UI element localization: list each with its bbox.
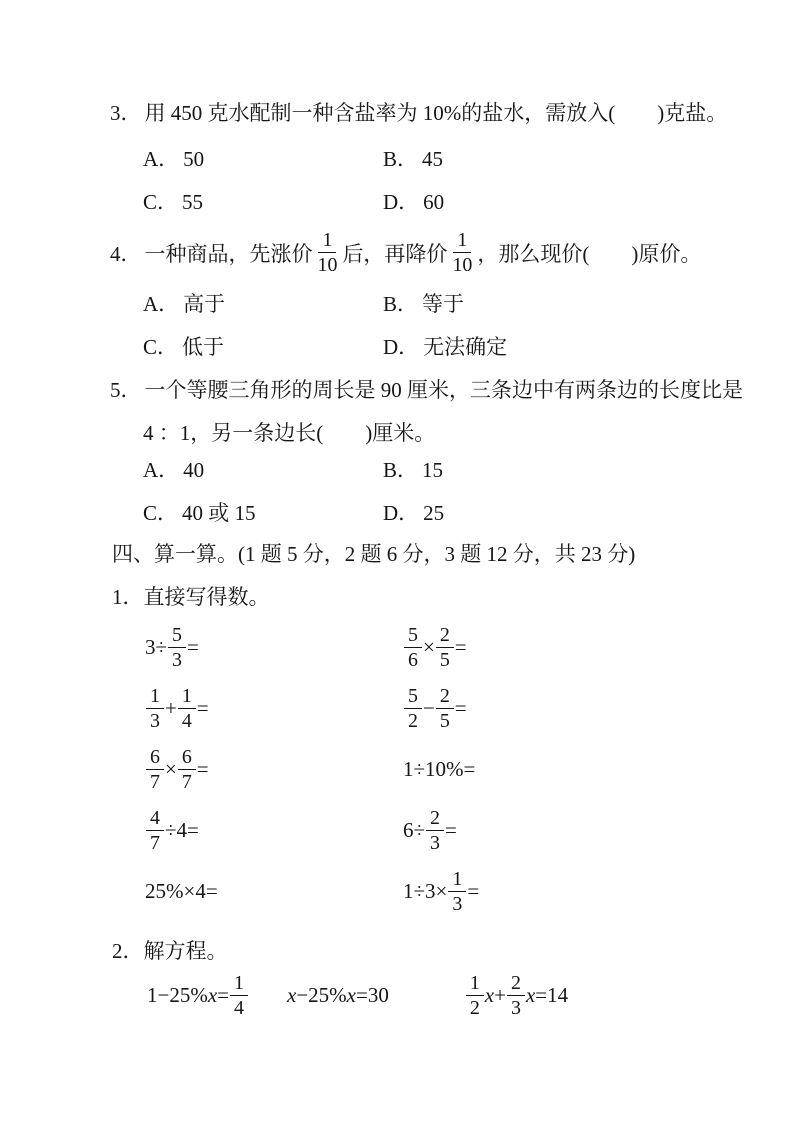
fraction-denominator: 2 <box>469 997 480 1020</box>
calc-expression-2-left <box>145 685 403 733</box>
question-4-options <box>143 281 507 367</box>
fraction <box>436 685 454 733</box>
math-text: = <box>454 635 467 659</box>
option-C <box>143 497 383 527</box>
part-1-label: 1．直接写得数。 <box>112 585 270 609</box>
math-text: × <box>164 757 177 781</box>
fraction-numerator: 1 <box>448 868 466 892</box>
fraction-numerator: 2 <box>436 685 454 709</box>
option-label: 25 <box>423 500 445 525</box>
fraction <box>178 746 196 794</box>
fraction-numerator: 2 <box>507 972 525 996</box>
math-text: 25%×4= <box>145 879 218 903</box>
math-text: 1÷10%= <box>403 757 476 781</box>
fraction <box>448 868 466 916</box>
direct-calculation-grid <box>145 617 479 922</box>
fraction <box>448 229 476 277</box>
math-text: =14 <box>535 983 569 1008</box>
fraction-numerator: 4 <box>146 807 164 831</box>
option-D <box>383 497 444 527</box>
math-text: ÷4= <box>164 818 199 842</box>
fraction-numerator: 1 <box>230 972 248 996</box>
option-letter: D． <box>383 500 420 525</box>
math-variable: x <box>525 983 536 1008</box>
part-2-label: 2．解方程。 <box>112 939 228 963</box>
option-label: 40 或 15 <box>182 500 256 525</box>
math-text: = <box>196 757 209 781</box>
fraction-numerator: 1 <box>178 685 196 709</box>
option-A <box>143 454 383 484</box>
fraction-numerator: 6 <box>146 746 164 770</box>
fraction-numerator: 1 <box>146 685 164 709</box>
option-letter: C． <box>143 334 179 359</box>
fraction <box>507 972 525 1020</box>
calc-expression-5-right <box>403 868 479 916</box>
fraction-numerator: 1 <box>453 229 471 253</box>
calc-expression-1-right <box>403 624 479 672</box>
fraction-denominator: 7 <box>181 771 192 793</box>
question-5-text-line-2 <box>143 417 435 447</box>
question-number: 4． <box>110 241 142 266</box>
math-text: 后，再降价 <box>342 241 448 266</box>
math-text: =30 <box>355 983 389 1008</box>
option-letter: C． <box>143 189 179 214</box>
fraction-numerator: 1 <box>466 972 484 996</box>
fraction <box>404 624 422 672</box>
option-A <box>143 143 383 173</box>
math-variable: x <box>286 983 297 1008</box>
math-text: = <box>467 879 480 903</box>
fraction <box>230 972 248 1020</box>
fraction-denominator: 4 <box>234 997 244 1020</box>
section-4-heading: 四、算一算。(1 题 5 分，2 题 6 分，3 题 12 分，共 23 分) <box>112 542 636 566</box>
fraction-numerator: 6 <box>178 746 196 770</box>
option-A <box>143 288 383 318</box>
fraction <box>146 685 164 733</box>
fraction <box>466 972 484 1020</box>
fraction-numerator: 5 <box>404 624 422 648</box>
math-text: 一种商品，先涨价 <box>144 241 313 266</box>
question-5-text-line-1 <box>110 374 743 404</box>
math-text: + <box>164 696 177 720</box>
math-text: + <box>494 983 506 1008</box>
fraction-denominator: 2 <box>408 710 418 732</box>
math-variable: x <box>207 983 218 1008</box>
fraction-numerator: 5 <box>168 624 186 648</box>
math-text: − <box>422 696 435 720</box>
question-3-text <box>110 97 727 127</box>
calc-expression-3-right <box>403 757 479 782</box>
fraction-denominator: 10 <box>317 254 338 277</box>
option-letter: D． <box>383 189 420 214</box>
option-D <box>383 331 507 361</box>
math-text: = <box>187 635 199 659</box>
fraction-denominator: 7 <box>150 771 160 793</box>
math-text: = <box>217 983 230 1008</box>
fraction-denominator: 3 <box>510 997 521 1020</box>
equations-row <box>147 972 568 1020</box>
math-text: 一个等腰三角形的周长是 90 厘米，三条边中有两条边的长度比是 <box>144 378 743 402</box>
math-text: 6÷ <box>403 818 426 842</box>
fraction <box>146 807 164 855</box>
option-letter: B． <box>383 457 419 482</box>
fraction-numerator: 1 <box>318 229 336 253</box>
fraction-denominator: 3 <box>452 893 463 915</box>
option-letter: D． <box>383 334 420 359</box>
calc-expression-4-left <box>145 807 403 855</box>
question-5-options <box>143 447 444 533</box>
option-letter: A． <box>143 291 180 316</box>
equation-3 <box>465 972 568 1020</box>
calc-expression-4-right <box>403 807 479 855</box>
calc-expression-1-left <box>145 624 403 672</box>
math-text: = <box>454 696 467 720</box>
option-letter: A． <box>143 457 180 482</box>
fraction-numerator: 2 <box>436 624 454 648</box>
fraction-denominator: 3 <box>172 649 182 671</box>
option-B <box>383 143 444 173</box>
option-label: 50 <box>183 146 205 171</box>
option-label: 60 <box>423 189 445 214</box>
question-3-options <box>143 136 444 222</box>
equation-2 <box>287 983 389 1008</box>
option-label: 高于 <box>183 291 226 316</box>
fraction-denominator: 3 <box>150 710 160 732</box>
fraction <box>168 624 186 672</box>
equation-1 <box>147 972 249 1020</box>
option-letter: B． <box>383 146 419 171</box>
math-text: 用 450 克水配制一种含盐率为 10%的盐水，需放入( )克盐。 <box>144 101 728 125</box>
option-letter: A． <box>143 146 180 171</box>
option-label: 无法确定 <box>423 334 508 359</box>
math-text: 3÷ <box>145 635 168 659</box>
fraction-denominator: 6 <box>408 649 418 671</box>
math-text: 1÷3× <box>403 879 448 903</box>
math-text: × <box>422 635 435 659</box>
calc-expression-5-left <box>145 879 403 904</box>
math-text: ，那么现价( )原价。 <box>477 241 702 266</box>
option-C <box>143 331 383 361</box>
math-text: 1−25% <box>147 983 208 1008</box>
math-variable: x <box>484 983 495 1008</box>
math-variable: x <box>346 983 356 1008</box>
fraction <box>178 685 196 733</box>
fraction <box>436 624 454 672</box>
fraction <box>314 229 342 277</box>
fraction-denominator: 5 <box>439 710 450 732</box>
calc-expression-3-left <box>145 746 403 794</box>
option-C <box>143 186 383 216</box>
option-B <box>383 288 507 318</box>
option-letter: B． <box>383 291 419 316</box>
fraction <box>426 807 444 855</box>
question-number: 5． <box>110 378 142 402</box>
fraction-denominator: 4 <box>181 710 192 732</box>
math-text: = <box>445 818 457 842</box>
option-letter: C． <box>143 500 179 525</box>
question-number: 3． <box>110 101 142 125</box>
fraction-denominator: 7 <box>150 832 160 854</box>
option-label: 55 <box>182 189 204 214</box>
math-text: 4 ：1，另一条边长( )厘米。 <box>143 421 436 445</box>
option-label: 等于 <box>422 291 465 316</box>
option-label: 15 <box>422 457 444 482</box>
fraction-denominator: 3 <box>430 832 440 854</box>
option-label: 低于 <box>182 334 225 359</box>
fraction <box>146 746 164 794</box>
fraction-denominator: 10 <box>452 254 473 277</box>
fraction-numerator: 5 <box>404 685 422 709</box>
calc-expression-2-right <box>403 685 479 733</box>
fraction-denominator: 5 <box>439 649 450 671</box>
math-text: −25% <box>296 983 347 1008</box>
fraction <box>404 685 422 733</box>
option-label: 45 <box>422 146 444 171</box>
math-text: = <box>196 696 209 720</box>
option-D <box>383 186 444 216</box>
question-4-text <box>110 229 701 277</box>
option-label: 40 <box>183 457 205 482</box>
option-B <box>383 454 444 484</box>
fraction-numerator: 2 <box>426 807 444 831</box>
